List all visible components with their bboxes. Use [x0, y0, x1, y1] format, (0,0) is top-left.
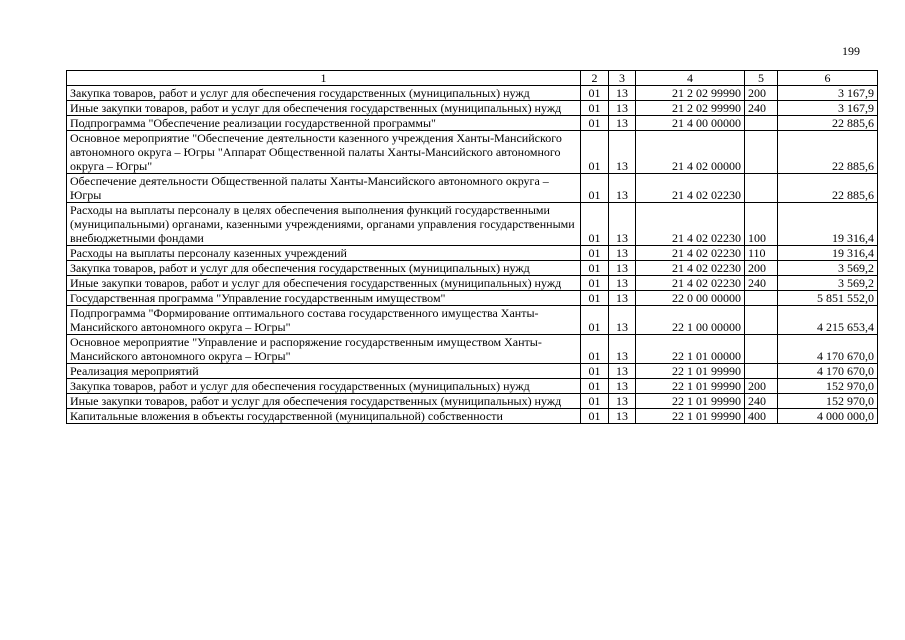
cell-section: 01 [581, 131, 609, 174]
table-row [67, 246, 878, 261]
cell-amount: 152 970,0 [778, 394, 878, 409]
cell-name: Реализация мероприятий [67, 364, 581, 379]
table-row [67, 291, 878, 306]
cell-target-code: 21 4 02 02230 [636, 261, 745, 276]
cell-amount: 19 316,4 [778, 246, 878, 261]
cell-subsection: 13 [609, 174, 636, 203]
cell-section: 01 [581, 379, 609, 394]
header-target-code: 4 [636, 71, 745, 86]
cell-expense-type [745, 335, 778, 364]
cell-amount: 4 170 670,0 [778, 364, 878, 379]
cell-name: Иные закупки товаров, работ и услуг для обеспечения государственных (муниципальных) нужд [67, 101, 581, 116]
cell-name: Подпрограмма "Формирование оптимального состава государственного имущества Ханты-Мансийского автономного округа – Югры" [67, 306, 581, 335]
cell-subsection: 13 [609, 394, 636, 409]
cell-expense-type: 200 [745, 379, 778, 394]
cell-section: 01 [581, 409, 609, 424]
cell-target-code: 21 4 00 00000 [636, 116, 745, 131]
table-row [67, 261, 878, 276]
cell-amount: 4 215 653,4 [778, 306, 878, 335]
cell-subsection: 13 [609, 246, 636, 261]
header-amount: 6 [778, 71, 878, 86]
cell-subsection: 13 [609, 261, 636, 276]
cell-section: 01 [581, 335, 609, 364]
cell-name: Капитальные вложения в объекты государственной (муниципальной) собственности [67, 409, 581, 424]
cell-section: 01 [581, 306, 609, 335]
table-row [67, 306, 878, 335]
cell-expense-type: 240 [745, 394, 778, 409]
cell-section: 01 [581, 291, 609, 306]
cell-target-code: 22 1 01 99990 [636, 364, 745, 379]
cell-amount: 4 170 670,0 [778, 335, 878, 364]
cell-name: Подпрограмма "Обеспечение реализации государственной программы" [67, 116, 581, 131]
cell-expense-type: 110 [745, 246, 778, 261]
table-row [67, 335, 878, 364]
cell-subsection: 13 [609, 86, 636, 101]
cell-name: Обеспечение деятельности Общественной палаты Ханты-Мансийского автономного округа – Югры [67, 174, 581, 203]
cell-name: Государственная программа "Управление государственным имуществом" [67, 291, 581, 306]
cell-subsection: 13 [609, 335, 636, 364]
cell-subsection: 13 [609, 409, 636, 424]
cell-subsection: 13 [609, 203, 636, 246]
cell-section: 01 [581, 86, 609, 101]
cell-name: Расходы на выплаты персоналу в целях обеспечения выполнения функций государственными (муниципальными) органами, казенными учреждениями, органами управления государственными внебюджетными фондами [67, 203, 581, 246]
table-row [67, 116, 878, 131]
cell-section: 01 [581, 276, 609, 291]
cell-expense-type: 200 [745, 261, 778, 276]
cell-target-code: 21 4 02 02230 [636, 246, 745, 261]
cell-expense-type [745, 291, 778, 306]
cell-name: Закупка товаров, работ и услуг для обеспечения государственных (муниципальных) нужд [67, 261, 581, 276]
cell-name: Расходы на выплаты персоналу казенных учреждений [67, 246, 581, 261]
table-row [67, 276, 878, 291]
cell-target-code: 22 1 01 99990 [636, 394, 745, 409]
cell-section: 01 [581, 261, 609, 276]
cell-amount: 19 316,4 [778, 203, 878, 246]
header-subsection: 3 [609, 71, 636, 86]
cell-target-code: 21 2 02 99990 [636, 86, 745, 101]
cell-expense-type [745, 364, 778, 379]
cell-expense-type: 100 [745, 203, 778, 246]
header-name: 1 [67, 71, 581, 86]
table-row [67, 174, 878, 203]
table-row [67, 86, 878, 101]
cell-name: Иные закупки товаров, работ и услуг для обеспечения государственных (муниципальных) нужд [67, 394, 581, 409]
cell-target-code: 21 4 02 02230 [636, 276, 745, 291]
cell-subsection: 13 [609, 364, 636, 379]
cell-section: 01 [581, 364, 609, 379]
cell-section: 01 [581, 116, 609, 131]
cell-expense-type [745, 116, 778, 131]
cell-expense-type: 200 [745, 86, 778, 101]
header-section: 2 [581, 71, 609, 86]
cell-target-code: 21 4 02 02230 [636, 203, 745, 246]
cell-target-code: 22 1 01 00000 [636, 335, 745, 364]
cell-target-code: 21 2 02 99990 [636, 101, 745, 116]
cell-target-code: 22 1 01 99990 [636, 409, 745, 424]
cell-target-code: 22 1 01 99990 [636, 379, 745, 394]
table-row [67, 101, 878, 116]
table-row [67, 131, 878, 174]
cell-section: 01 [581, 101, 609, 116]
cell-subsection: 13 [609, 379, 636, 394]
table-row [67, 394, 878, 409]
cell-expense-type [745, 131, 778, 174]
cell-expense-type: 240 [745, 276, 778, 291]
table-row [67, 409, 878, 424]
cell-expense-type: 400 [745, 409, 778, 424]
cell-section: 01 [581, 394, 609, 409]
cell-amount: 22 885,6 [778, 174, 878, 203]
cell-amount: 3 569,2 [778, 261, 878, 276]
cell-section: 01 [581, 174, 609, 203]
cell-target-code: 22 0 00 00000 [636, 291, 745, 306]
cell-section: 01 [581, 203, 609, 246]
cell-subsection: 13 [609, 291, 636, 306]
table-row [67, 379, 878, 394]
cell-expense-type [745, 174, 778, 203]
cell-section: 01 [581, 246, 609, 261]
cell-name: Закупка товаров, работ и услуг для обеспечения государственных (муниципальных) нужд [67, 379, 581, 394]
cell-amount: 4 000 000,0 [778, 409, 878, 424]
cell-subsection: 13 [609, 306, 636, 335]
cell-name: Основное мероприятие "Управление и распоряжение государственным имуществом Ханты-Мансийского автономного округа – Югры" [67, 335, 581, 364]
cell-amount: 3 167,9 [778, 101, 878, 116]
cell-amount: 3 569,2 [778, 276, 878, 291]
cell-name: Закупка товаров, работ и услуг для обеспечения государственных (муниципальных) нужд [67, 86, 581, 101]
table-header-row [67, 71, 878, 86]
table-row [67, 364, 878, 379]
cell-name: Основное мероприятие "Обеспечение деятельности казенного учреждения Ханты-Мансийского автономного округа – Югры "Аппарат Общественной палаты Ханты-Мансийского автономного округа – Югры" [67, 131, 581, 174]
budget-table [66, 70, 878, 424]
cell-amount: 3 167,9 [778, 86, 878, 101]
cell-subsection: 13 [609, 116, 636, 131]
cell-expense-type: 240 [745, 101, 778, 116]
header-expense-type: 5 [745, 71, 778, 86]
cell-subsection: 13 [609, 131, 636, 174]
cell-name: Иные закупки товаров, работ и услуг для обеспечения государственных (муниципальных) нужд [67, 276, 581, 291]
table-row [67, 203, 878, 246]
cell-amount: 152 970,0 [778, 379, 878, 394]
cell-target-code: 21 4 02 00000 [636, 131, 745, 174]
page-number: 199 [842, 44, 860, 58]
cell-target-code: 21 4 02 02230 [636, 174, 745, 203]
cell-amount: 5 851 552,0 [778, 291, 878, 306]
cell-amount: 22 885,6 [778, 131, 878, 174]
cell-amount: 22 885,6 [778, 116, 878, 131]
cell-subsection: 13 [609, 276, 636, 291]
cell-subsection: 13 [609, 101, 636, 116]
cell-expense-type [745, 306, 778, 335]
cell-target-code: 22 1 00 00000 [636, 306, 745, 335]
